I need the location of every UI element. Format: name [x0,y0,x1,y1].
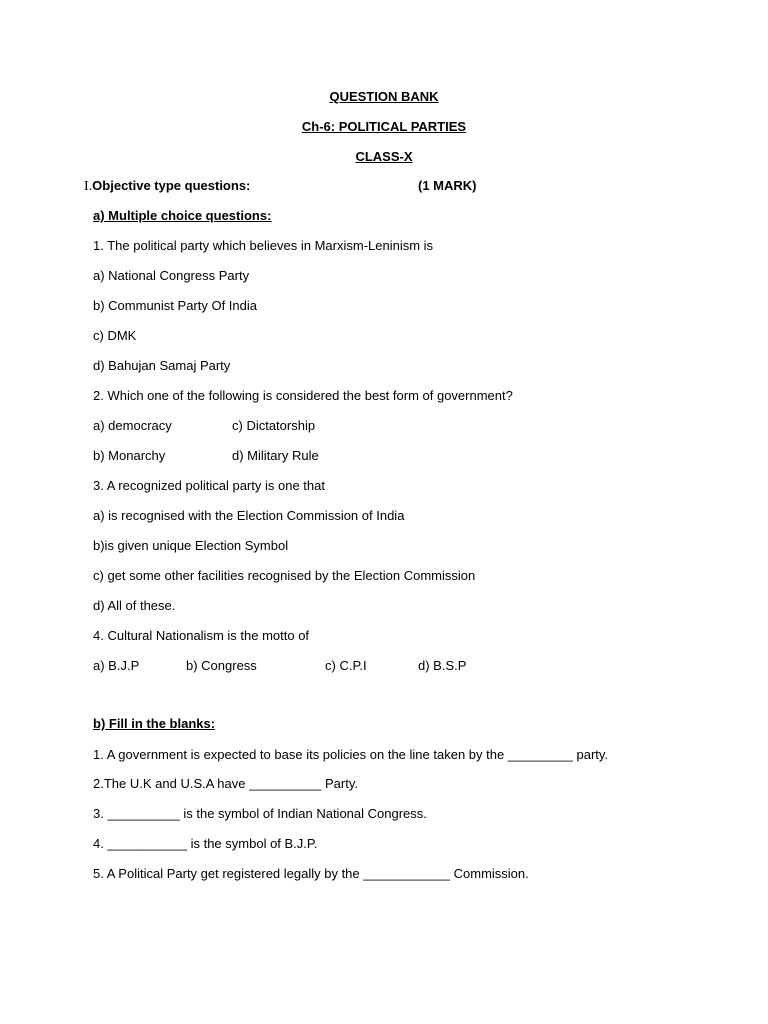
question-2: 2. Which one of the following is considered the best form of government? [93,388,513,403]
section-marks: (1 MARK) [418,178,477,193]
q4-option-b: b) Congress [186,658,257,673]
fill-blank-5: 5. A Political Party get registered legally by the ____________ Commission. [93,866,529,881]
q2-option-a: a) democracy [93,418,172,433]
question-1: 1. The political party which believes in Marxism-Leninism is [93,238,434,253]
mcq-heading: a) Multiple choice questions: [93,208,272,223]
q3-option-a: a) is recognised with the Election Commission of India [93,508,405,523]
question-4: 4. Cultural Nationalism is the motto of [93,628,310,643]
section-numeral: I. [84,179,93,194]
section-heading-text: Objective type questions: [92,178,251,193]
q1-option-a: a) National Congress Party [93,268,250,283]
section-heading [84,178,250,195]
fill-blank-2: 2.The U.K and U.S.A have __________ Party. [93,776,358,791]
fill-blanks-heading: b) Fill in the blanks: [93,716,216,731]
fill-blank-3: 3. __________ is the symbol of Indian National Congress. [93,806,427,821]
page-title: QUESTION BANK [329,89,439,104]
q3-option-d: d) All of these. [93,598,176,613]
q3-option-b: b)is given unique Election Symbol [93,538,289,553]
q4-option-d: d) B.S.P [418,658,467,673]
q4-option-a: a) B.J.P [93,658,140,673]
q2-option-d: d) Military Rule [232,448,319,463]
question-3: 3. A recognized political party is one that [93,478,325,493]
q1-option-d: d) Bahujan Samaj Party [93,358,231,373]
q1-option-b: b) Communist Party Of India [93,298,257,313]
q2-option-b: b) Monarchy [93,448,166,463]
q1-option-c: c) DMK [93,328,137,343]
q3-option-c: c) get some other facilities recognised by the Election Commission [93,568,476,583]
fill-blank-1: 1. A government is expected to base its policies on the line taken by the _________ party. [93,747,609,762]
class-title: CLASS-X [355,149,413,164]
fill-blank-4: 4. ___________ is the symbol of B.J.P. [93,836,318,851]
q4-option-c: c) C.P.I [325,658,367,673]
chapter-title: Ch-6: POLITICAL PARTIES [301,119,467,134]
q2-option-c: c) Dictatorship [232,418,316,433]
